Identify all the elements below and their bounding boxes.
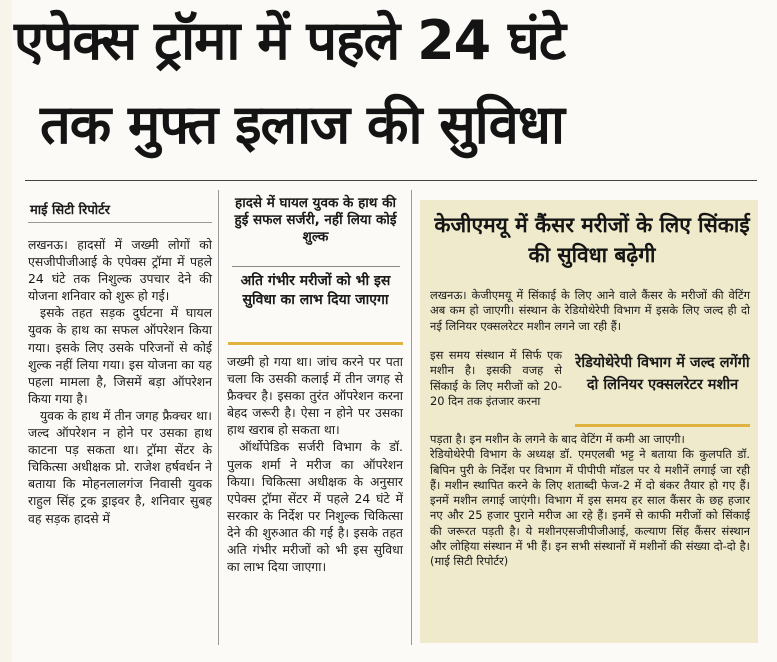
sidebar-pull-quote-accent-line — [575, 424, 750, 427]
article-paragraph: इसके तहत सड़क दुर्घटना में घायल युवक के हाथ का सफल ऑपरेशन किया गया। इसके लिए उसके परिजनों से कोई शुल्क नहीं लिया गया। इस योजना का यह पहला मामला है, जिसमें बड़ा ऑपरेशन किया गया है। — [28, 305, 212, 406]
article-column-2 — [227, 353, 403, 575]
article-paragraph: जख्मी हो गया था। जांच करने पर पता चला कि उसकी कलाई में तीन जगह से फ्रैक्चर है। इसका तुरंत ऑपरेशन करना बेहद जरूरी है। ऐसा न होने पर उसका हाथ खराब हो सकता था। — [227, 354, 403, 438]
subhead-divider — [232, 266, 400, 267]
sidebar-story-paragraph — [430, 288, 750, 334]
pull-quote: अति गंभीर मरीजों को भी इस सुविधा का लाभ दिया जाएगा — [240, 273, 391, 308]
article-paragraph: ऑर्थोपेडिक सर्जरी विभाग के डॉ. पुलक शर्मा ने मरीज का ऑपरेशन किया। चिकित्सा अधीक्षक के अनुसार एपेक्स ट्रॉमा सेंटर में पहले 24 घंटे में सरकार के निर्देश पर निशुल्क चिकित्सा देने की शुरुआत की गई है। इसके तहत अति गंभीर मरीजों को भी इस सुविधा का लाभ दिया जाएगा। — [227, 439, 403, 575]
sidebar-story-paragraph — [430, 348, 562, 409]
byline: माई सिटी रिपोर्टर — [30, 203, 110, 218]
sidebar-story-headline: केजीएमयू में कैंसर मरीजों के लिए सिंकाई की सुविधा बढ़ेगी — [434, 213, 750, 267]
sidebar-paragraph-text: पड़ता है। इन मशीन के लगने के बाद वेटिंग में कमी आ जाएगी। — [430, 432, 685, 446]
article-column-1 — [28, 236, 212, 527]
subheadline: हादसे में घायल युवक के हाथ की हुई सफल सर्जरी, नहीं लिया कोई शुल्क — [234, 195, 397, 245]
pull-quote-accent-line — [228, 342, 403, 345]
sidebar-story-paragraph — [430, 432, 750, 570]
headline-line-2: तक मुफ्त इलाज की सुविधा — [40, 93, 564, 156]
article-paragraph: लखनऊ। हादसों में जख्मी लोगों को एसजीपीजीआई के एपेक्स ट्रॉमा में पहले 24 घंटे तक निशुल्क उपचार देने की योजना शनिवार को शुरू हो गई। — [28, 237, 212, 304]
column-divider-1 — [218, 190, 219, 645]
article-paragraph: युवक के हाथ में तीन जगह फ्रैक्चर था। जल्द ऑपरेशन न होने पर उसका हाथ काटना पड़ सकता था। ट्रॉमा सेंटर के चिकित्सा अधीक्षक प्रो. राजेश हर्षवर्धन ने बताया कि मोहनलालगंज निवासी युवक राहुल सिंह ट्रक ड्राइवर है, शनिवार सुबह वह सड़क हादसे में — [28, 407, 212, 526]
sidebar-pull-quote: रेडियोथेरेपी विभाग में जल्द लगेंगी दो लिनियर एक्सलरेटर मशीन — [575, 355, 750, 393]
column-divider-2 — [411, 190, 412, 645]
adjacent-column-edge — [764, 140, 777, 640]
adjacent-page-edge — [0, 0, 12, 662]
headline-line-1: एपेक्स ट्रॉमा में पहले 24 घंटे — [14, 9, 566, 72]
sidebar-paragraph-text: इस समय संस्थान में सिर्फ एक मशीन है। इसकी वजह से सिंकाई के लिए मरीजों को 20-20 दिन तक इंतजार करना — [430, 348, 562, 408]
byline-underline — [28, 222, 212, 223]
sidebar-paragraph-text: रेडियोथेरेपी विभाग के अध्यक्ष डॉ. एमएलबी भट्ट ने बताया कि कुलपति डॉ. बिपिन पुरी के निर्देश पर विभाग में पीपीपी मॉडल पर ये मशीनें लगाई जा रही हैं। मशीन स्थापित करने के लिए शताब्दी फेज-2 में दो बंकर तैयार हो गए हैं। इनमें मशीन लगाई जाएंगी। विभाग में इस समय हर साल कैंसर के छह हजार नए और 25 हजार पुराने मरीज आ रहे हैं। इनमें से काफी मरीजों को सिंकाई की जरूरत पड़ती है। ये मशीनएसजीपीजीआई, कल्याण सिंह कैंसर संस्थान और लोहिया संस्थान में भी हैं। इन सभी संस्थानों में मशीनों की संख्या दो-दो है। (माई सिटी रिपोर्टर) — [430, 447, 750, 569]
headline-divider — [25, 180, 757, 181]
sidebar-paragraph-text: लखनऊ। केजीएमयू में सिंकाई के लिए आने वाले कैंसर के मरीजों की वेटिंग अब कम हो जाएगी। संस्थान के रेडियोथेरेपी विभाग में इसके लिए जल्द ही दो नई लिनियर एक्सलरेटर मशीन लगने जा रही हैं। — [430, 288, 750, 333]
